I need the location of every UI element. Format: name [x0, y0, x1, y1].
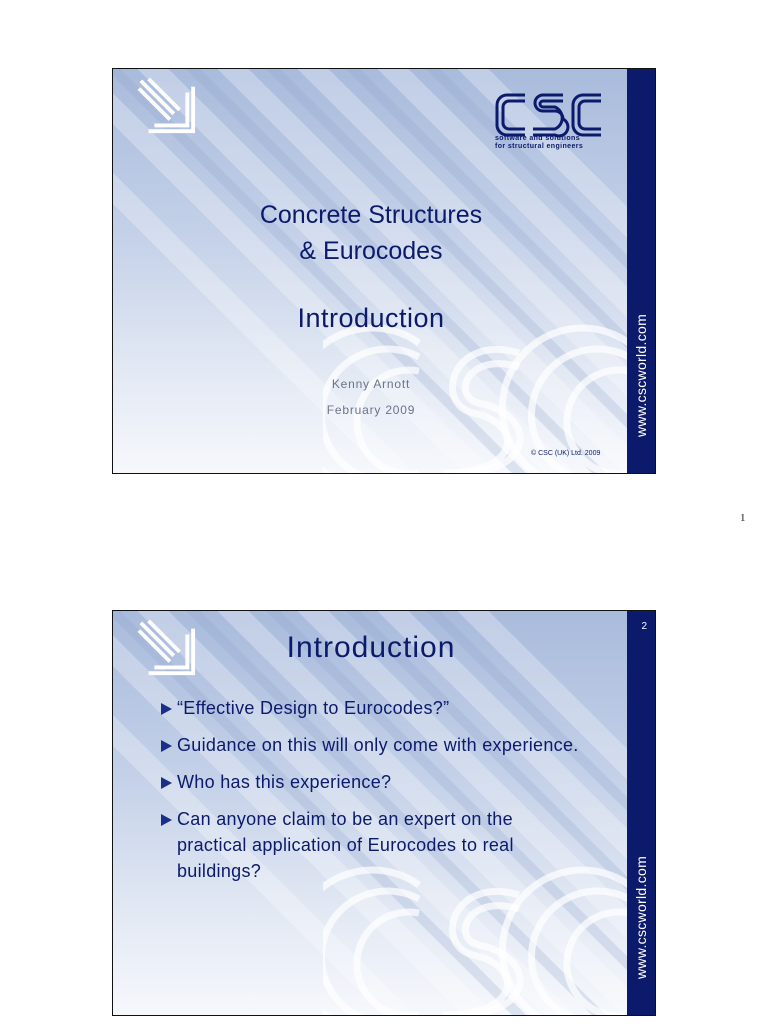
sidebar-url: www.cscworld.com: [633, 313, 649, 437]
list-item: [161, 732, 581, 758]
logo-tagline-line2: for structural engineers: [495, 143, 584, 150]
sidebar-band: [627, 69, 655, 473]
presentation-date: February 2009: [326, 403, 416, 417]
author-name: Kenny Arnott: [331, 377, 411, 391]
list-item: [161, 695, 581, 721]
logo-tagline-line1: software and solutions: [495, 135, 581, 142]
bullet-text: Who has this experience?: [177, 772, 392, 792]
triangle-bullet-icon: [161, 740, 172, 752]
title-line-1: Concrete Structures: [259, 201, 483, 229]
bullet-text: Can anyone claim to be an expert on the practical application of Eurocodes to real buildings?: [177, 809, 514, 881]
triangle-bullet-icon: [161, 703, 172, 715]
bullet-list: [161, 695, 581, 895]
content-slide: [112, 610, 656, 1016]
bullet-text: “Effective Design to Eurocodes?”: [177, 698, 450, 718]
triangle-bullet-icon: [161, 814, 172, 826]
slide-number: 2: [641, 621, 647, 632]
sidebar-band: [627, 611, 655, 1015]
slide-subtitle: Introduction: [297, 303, 445, 333]
page-number: 1: [740, 512, 746, 524]
arrow-logo-icon: [135, 75, 197, 137]
bullet-text: Guidance on this will only come with experience.: [177, 735, 579, 755]
copyright-notice: © CSC (UK) Ltd. 2009: [531, 450, 601, 457]
list-item: [161, 769, 581, 795]
slide-title: Introduction: [286, 631, 456, 664]
title-slide: [112, 68, 656, 474]
slide-title: [113, 197, 629, 269]
logo-tagline: [495, 135, 583, 151]
title-line-2: & Eurocodes: [299, 237, 443, 265]
list-item: [161, 806, 581, 884]
sidebar-url: www.cscworld.com: [633, 855, 649, 979]
triangle-bullet-icon: [161, 777, 172, 789]
